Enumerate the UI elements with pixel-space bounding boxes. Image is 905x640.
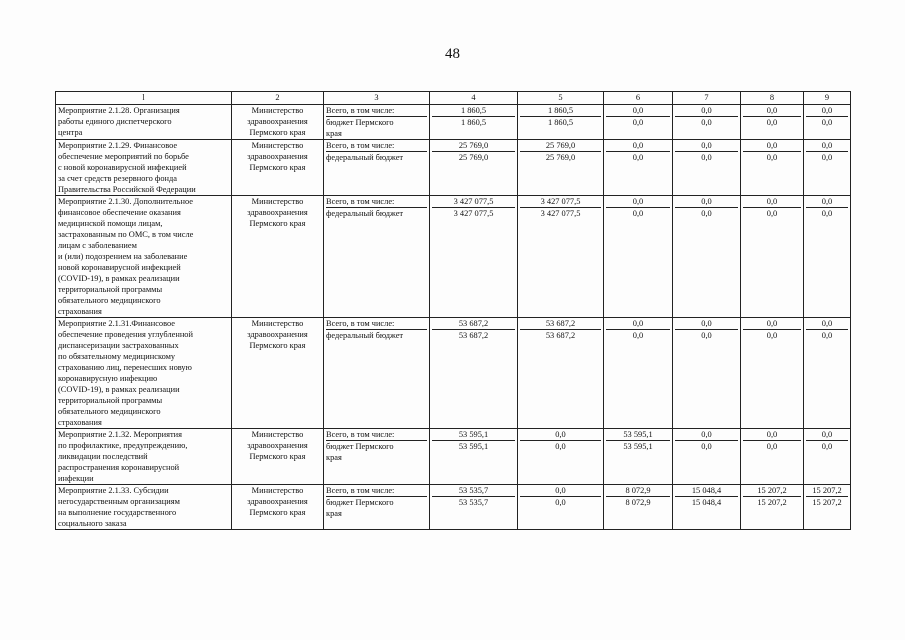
cell-text: распространения коронавирусной xyxy=(58,463,180,472)
cell-text: с новой коронавирусной инфекцией xyxy=(58,163,187,172)
amount-cell xyxy=(804,105,851,140)
cell-text: Министерство xyxy=(251,106,304,115)
cell-text: Всего, в том числе: xyxy=(326,485,427,497)
cell-text: здравоохранения xyxy=(247,152,308,161)
cell-text: и (или) подозрением на заболевание xyxy=(58,252,188,261)
amount-cell xyxy=(518,105,604,140)
cell-text: 0,0 xyxy=(701,442,712,451)
amount-cell xyxy=(518,318,604,429)
cell-text: 0,0 xyxy=(675,318,738,330)
cell-text: 53 595,1 xyxy=(432,429,515,441)
amount-cell xyxy=(741,429,804,485)
cell-text: Всего, в том числе: xyxy=(326,318,427,330)
cell-text: 0,0 xyxy=(806,318,848,330)
cell-text: 25 769,0 xyxy=(458,153,489,162)
table-row xyxy=(56,318,851,429)
cell-text: Правительства Российской Федерации xyxy=(58,185,196,194)
amount-cell xyxy=(518,485,604,530)
cell-text: 1 860,5 xyxy=(432,105,515,117)
cell-text: 0,0 xyxy=(675,429,738,441)
cell-text: обязательного медицинского xyxy=(58,407,161,416)
cell-text: 0,0 xyxy=(606,318,670,330)
column-header: 2 xyxy=(232,92,324,105)
cell-text: Министерство xyxy=(251,430,304,439)
cell-text: 25 769,0 xyxy=(520,140,601,152)
cell-text: Пермского края xyxy=(249,163,306,172)
column-header: 6 xyxy=(604,92,673,105)
column-header: 7 xyxy=(673,92,741,105)
amount-cell xyxy=(741,140,804,196)
table-row xyxy=(56,429,851,485)
cell-text: 0,0 xyxy=(632,209,644,218)
cell-text: обеспечение проведения углубленной xyxy=(58,330,193,339)
cell-text: 53 687,2 xyxy=(432,318,515,330)
cell-text: 0,0 xyxy=(806,140,848,152)
amount-cell xyxy=(741,485,804,530)
cell-text: центра xyxy=(58,128,83,137)
cell-text: 53 535,7 xyxy=(432,485,515,497)
cell-text: 0,0 xyxy=(766,118,778,127)
cell-text: 0,0 xyxy=(675,105,738,117)
cell-text: финансовое обеспечение оказания xyxy=(58,208,181,217)
cell-text: Мероприятие 2.1.31.Финансовое xyxy=(58,319,176,328)
cell-text: по обязательному медицинскому xyxy=(58,352,176,361)
cell-text: 3 427 077,5 xyxy=(540,209,581,218)
cell-text: 15 207,2 xyxy=(757,498,787,507)
cell-text: 3 427 077,5 xyxy=(520,196,601,208)
amount-cell xyxy=(673,318,741,429)
cell-text: Министерство xyxy=(251,197,304,206)
column-header: 4 xyxy=(430,92,518,105)
amount-cell xyxy=(604,429,673,485)
cell-text: инфекции xyxy=(58,474,94,483)
amount-cell xyxy=(430,105,518,140)
cell-text: медицинской помощи лицам, xyxy=(58,219,163,228)
amount-cell xyxy=(604,105,673,140)
amount-cell xyxy=(804,140,851,196)
cell-text: Всего, в том числе: xyxy=(326,140,427,152)
cell-text: 15 207,2 xyxy=(812,498,842,507)
cell-text: 0,0 xyxy=(743,196,801,208)
amount-cell xyxy=(430,429,518,485)
cell-text: 0,0 xyxy=(821,331,833,340)
cell-text: 0,0 xyxy=(520,485,601,497)
cell-text: 0,0 xyxy=(675,196,738,208)
cell-text: территориальной программы xyxy=(58,285,163,294)
cell-text: Мероприятие 2.1.33. Субсидии xyxy=(58,486,169,495)
cell-text: по профилактике, предупреждению, xyxy=(58,441,188,450)
funding-source-cell xyxy=(324,196,430,318)
amount-cell xyxy=(741,196,804,318)
funding-source-cell xyxy=(324,485,430,530)
cell-text: работы единого диспетчерского xyxy=(58,117,172,126)
cell-text: негосударственным организациям xyxy=(58,497,180,506)
amount-cell xyxy=(430,318,518,429)
cell-text: 0,0 xyxy=(766,153,778,162)
cell-text: 0,0 xyxy=(743,105,801,117)
cell-text: 1 860,5 xyxy=(547,118,574,127)
cell-text: 3 427 077,5 xyxy=(432,196,515,208)
amount-cell xyxy=(430,196,518,318)
event-cell xyxy=(56,140,232,196)
cell-text: Всего, в том числе: xyxy=(326,105,427,117)
cell-text: края xyxy=(326,453,342,462)
cell-text: Мероприятие 2.1.29. Финансовое xyxy=(58,141,178,150)
amount-cell xyxy=(804,196,851,318)
cell-text: 15 048,4 xyxy=(675,485,738,497)
amount-cell xyxy=(430,485,518,530)
amount-cell xyxy=(518,196,604,318)
cell-text: Всего, в том числе: xyxy=(326,196,427,208)
event-cell xyxy=(56,196,232,318)
cell-text: 53 687,2 xyxy=(520,318,601,330)
cell-text: здравоохранения xyxy=(247,441,308,450)
executor-cell xyxy=(232,429,324,485)
cell-text: 0,0 xyxy=(806,196,848,208)
cell-text: 0,0 xyxy=(701,153,712,162)
cell-text: 0,0 xyxy=(821,118,833,127)
amount-cell xyxy=(741,318,804,429)
cell-text: 15 207,2 xyxy=(806,485,848,497)
cell-text: бюджет Пермского xyxy=(326,442,394,451)
cell-text: 0,0 xyxy=(632,118,644,127)
amount-cell xyxy=(604,140,673,196)
cell-text: за счет средств резервного фонда xyxy=(58,174,177,183)
table-row xyxy=(56,485,851,530)
funding-source-cell xyxy=(324,105,430,140)
cell-text: 0,0 xyxy=(766,209,778,218)
cell-text: бюджет Пермского xyxy=(326,118,394,127)
cell-text: 0,0 xyxy=(806,429,848,441)
cell-text: Мероприятие 2.1.32. Мероприятия xyxy=(58,430,182,439)
column-header: 3 xyxy=(324,92,430,105)
cell-text: 0,0 xyxy=(821,153,833,162)
executor-cell xyxy=(232,105,324,140)
cell-text: здравоохранения xyxy=(247,208,308,217)
cell-text: 25 769,0 xyxy=(432,140,515,152)
cell-text: здравоохранения xyxy=(247,117,308,126)
cell-text: края xyxy=(326,129,342,138)
cell-text: 0,0 xyxy=(632,331,644,340)
cell-text: Пермского края xyxy=(249,341,306,350)
cell-text: Пермского края xyxy=(249,452,306,461)
cell-text: края xyxy=(326,509,342,518)
cell-text: 0,0 xyxy=(555,498,566,507)
cell-text: ликвидации последствий xyxy=(58,452,148,461)
amount-cell xyxy=(518,429,604,485)
cell-text: 0,0 xyxy=(606,105,670,117)
executor-cell xyxy=(232,318,324,429)
cell-text: 53 535,7 xyxy=(458,498,489,507)
cell-text: (COVID-19), в рамках реализации xyxy=(58,385,180,394)
cell-text: Министерство xyxy=(251,486,304,495)
cell-text: 0,0 xyxy=(555,442,566,451)
amount-cell xyxy=(673,196,741,318)
event-cell xyxy=(56,429,232,485)
cell-text: 0,0 xyxy=(821,442,833,451)
amount-cell xyxy=(518,140,604,196)
cell-text: на выполнение государственного xyxy=(58,508,177,517)
cell-text: бюджет Пермского xyxy=(326,498,394,507)
cell-text: 53 687,2 xyxy=(458,331,489,340)
cell-text: территориальной программы xyxy=(58,396,163,405)
event-cell xyxy=(56,105,232,140)
cell-text: обязательного медицинского xyxy=(58,296,161,305)
cell-text: 0,0 xyxy=(606,140,670,152)
header-row xyxy=(56,92,851,105)
program-table xyxy=(55,91,851,530)
cell-text: страхованию лиц, перенесших новую xyxy=(58,363,192,372)
cell-text: 8 072,9 xyxy=(625,498,651,507)
cell-text: лицам с заболеванием xyxy=(58,241,137,250)
column-header: 8 xyxy=(741,92,804,105)
funding-source-cell xyxy=(324,140,430,196)
cell-text: Министерство xyxy=(251,319,304,328)
cell-text: 0,0 xyxy=(743,140,801,152)
cell-text: социального заказа xyxy=(58,519,127,528)
cell-text: федеральный бюджет xyxy=(326,209,404,218)
amount-cell xyxy=(673,105,741,140)
cell-text: 3 427 077,5 xyxy=(453,209,494,218)
cell-text: Всего, в том числе: xyxy=(326,429,427,441)
amount-cell xyxy=(673,140,741,196)
column-header: l xyxy=(56,92,232,105)
cell-text: 0,0 xyxy=(743,429,801,441)
amount-cell xyxy=(604,318,673,429)
cell-text: Пермского края xyxy=(249,219,306,228)
cell-text: (COVID-19), в рамках реализации xyxy=(58,274,180,283)
amount-cell xyxy=(673,485,741,530)
table-row xyxy=(56,196,851,318)
cell-text: 1 860,5 xyxy=(460,118,487,127)
funding-source-cell xyxy=(324,318,430,429)
cell-text: 15 048,4 xyxy=(691,498,722,507)
cell-text: 0,0 xyxy=(766,331,778,340)
cell-text: 0,0 xyxy=(821,209,833,218)
cell-text: Министерство xyxy=(251,141,304,150)
cell-text: 0,0 xyxy=(520,429,601,441)
cell-text: 15 207,2 xyxy=(743,485,801,497)
cell-text: новой коронавирусной инфекцией xyxy=(58,263,181,272)
cell-text: 53 595,1 xyxy=(458,442,489,451)
cell-text: Пермского края xyxy=(249,128,306,137)
cell-text: 0,0 xyxy=(701,331,712,340)
cell-text: Мероприятие 2.1.30. Дополнительное xyxy=(58,197,193,206)
cell-text: 0,0 xyxy=(806,105,848,117)
amount-cell xyxy=(673,429,741,485)
amount-cell xyxy=(430,140,518,196)
cell-text: 0,0 xyxy=(701,209,712,218)
cell-text: 0,0 xyxy=(606,196,670,208)
cell-text: 0,0 xyxy=(675,140,738,152)
amount-cell xyxy=(804,485,851,530)
cell-text: федеральный бюджет xyxy=(326,331,404,340)
cell-text: 53 687,2 xyxy=(545,331,576,340)
cell-text: страхования xyxy=(58,418,102,427)
cell-text: страхования xyxy=(58,307,102,316)
cell-text: федеральный бюджет xyxy=(326,153,404,162)
amount-cell xyxy=(804,429,851,485)
cell-text: Мероприятие 2.1.28. Организация xyxy=(58,106,180,115)
cell-text: 0,0 xyxy=(632,153,644,162)
executor-cell xyxy=(232,485,324,530)
cell-text: диспансеризации застрахованных xyxy=(58,341,179,350)
column-header: 5 xyxy=(518,92,604,105)
cell-text: Пермского края xyxy=(249,508,306,517)
cell-text: здравоохранения xyxy=(247,497,308,506)
cell-text: 0,0 xyxy=(701,118,712,127)
page-number: 48 xyxy=(445,46,460,62)
event-cell xyxy=(56,318,232,429)
cell-text: 53 595,1 xyxy=(606,429,670,441)
amount-cell xyxy=(604,485,673,530)
amount-cell xyxy=(741,105,804,140)
cell-text: 1 860,5 xyxy=(520,105,601,117)
cell-text: застрахованным по ОМС, в том числе xyxy=(58,230,194,239)
cell-text: 0,0 xyxy=(743,318,801,330)
funding-source-cell xyxy=(324,429,430,485)
column-header: 9 xyxy=(804,92,851,105)
cell-text: 8 072,9 xyxy=(606,485,670,497)
cell-text: обеспечение мероприятий по борьбе xyxy=(58,152,189,161)
cell-text: 53 595,1 xyxy=(623,442,653,451)
cell-text: 25 769,0 xyxy=(545,153,576,162)
executor-cell xyxy=(232,196,324,318)
executor-cell xyxy=(232,140,324,196)
table-row xyxy=(56,140,851,196)
table-row xyxy=(56,105,851,140)
cell-text: здравоохранения xyxy=(247,330,308,339)
amount-cell xyxy=(804,318,851,429)
event-cell xyxy=(56,485,232,530)
amount-cell xyxy=(604,196,673,318)
cell-text: коронавирусную инфекцию xyxy=(58,374,158,383)
cell-text: 0,0 xyxy=(766,442,778,451)
